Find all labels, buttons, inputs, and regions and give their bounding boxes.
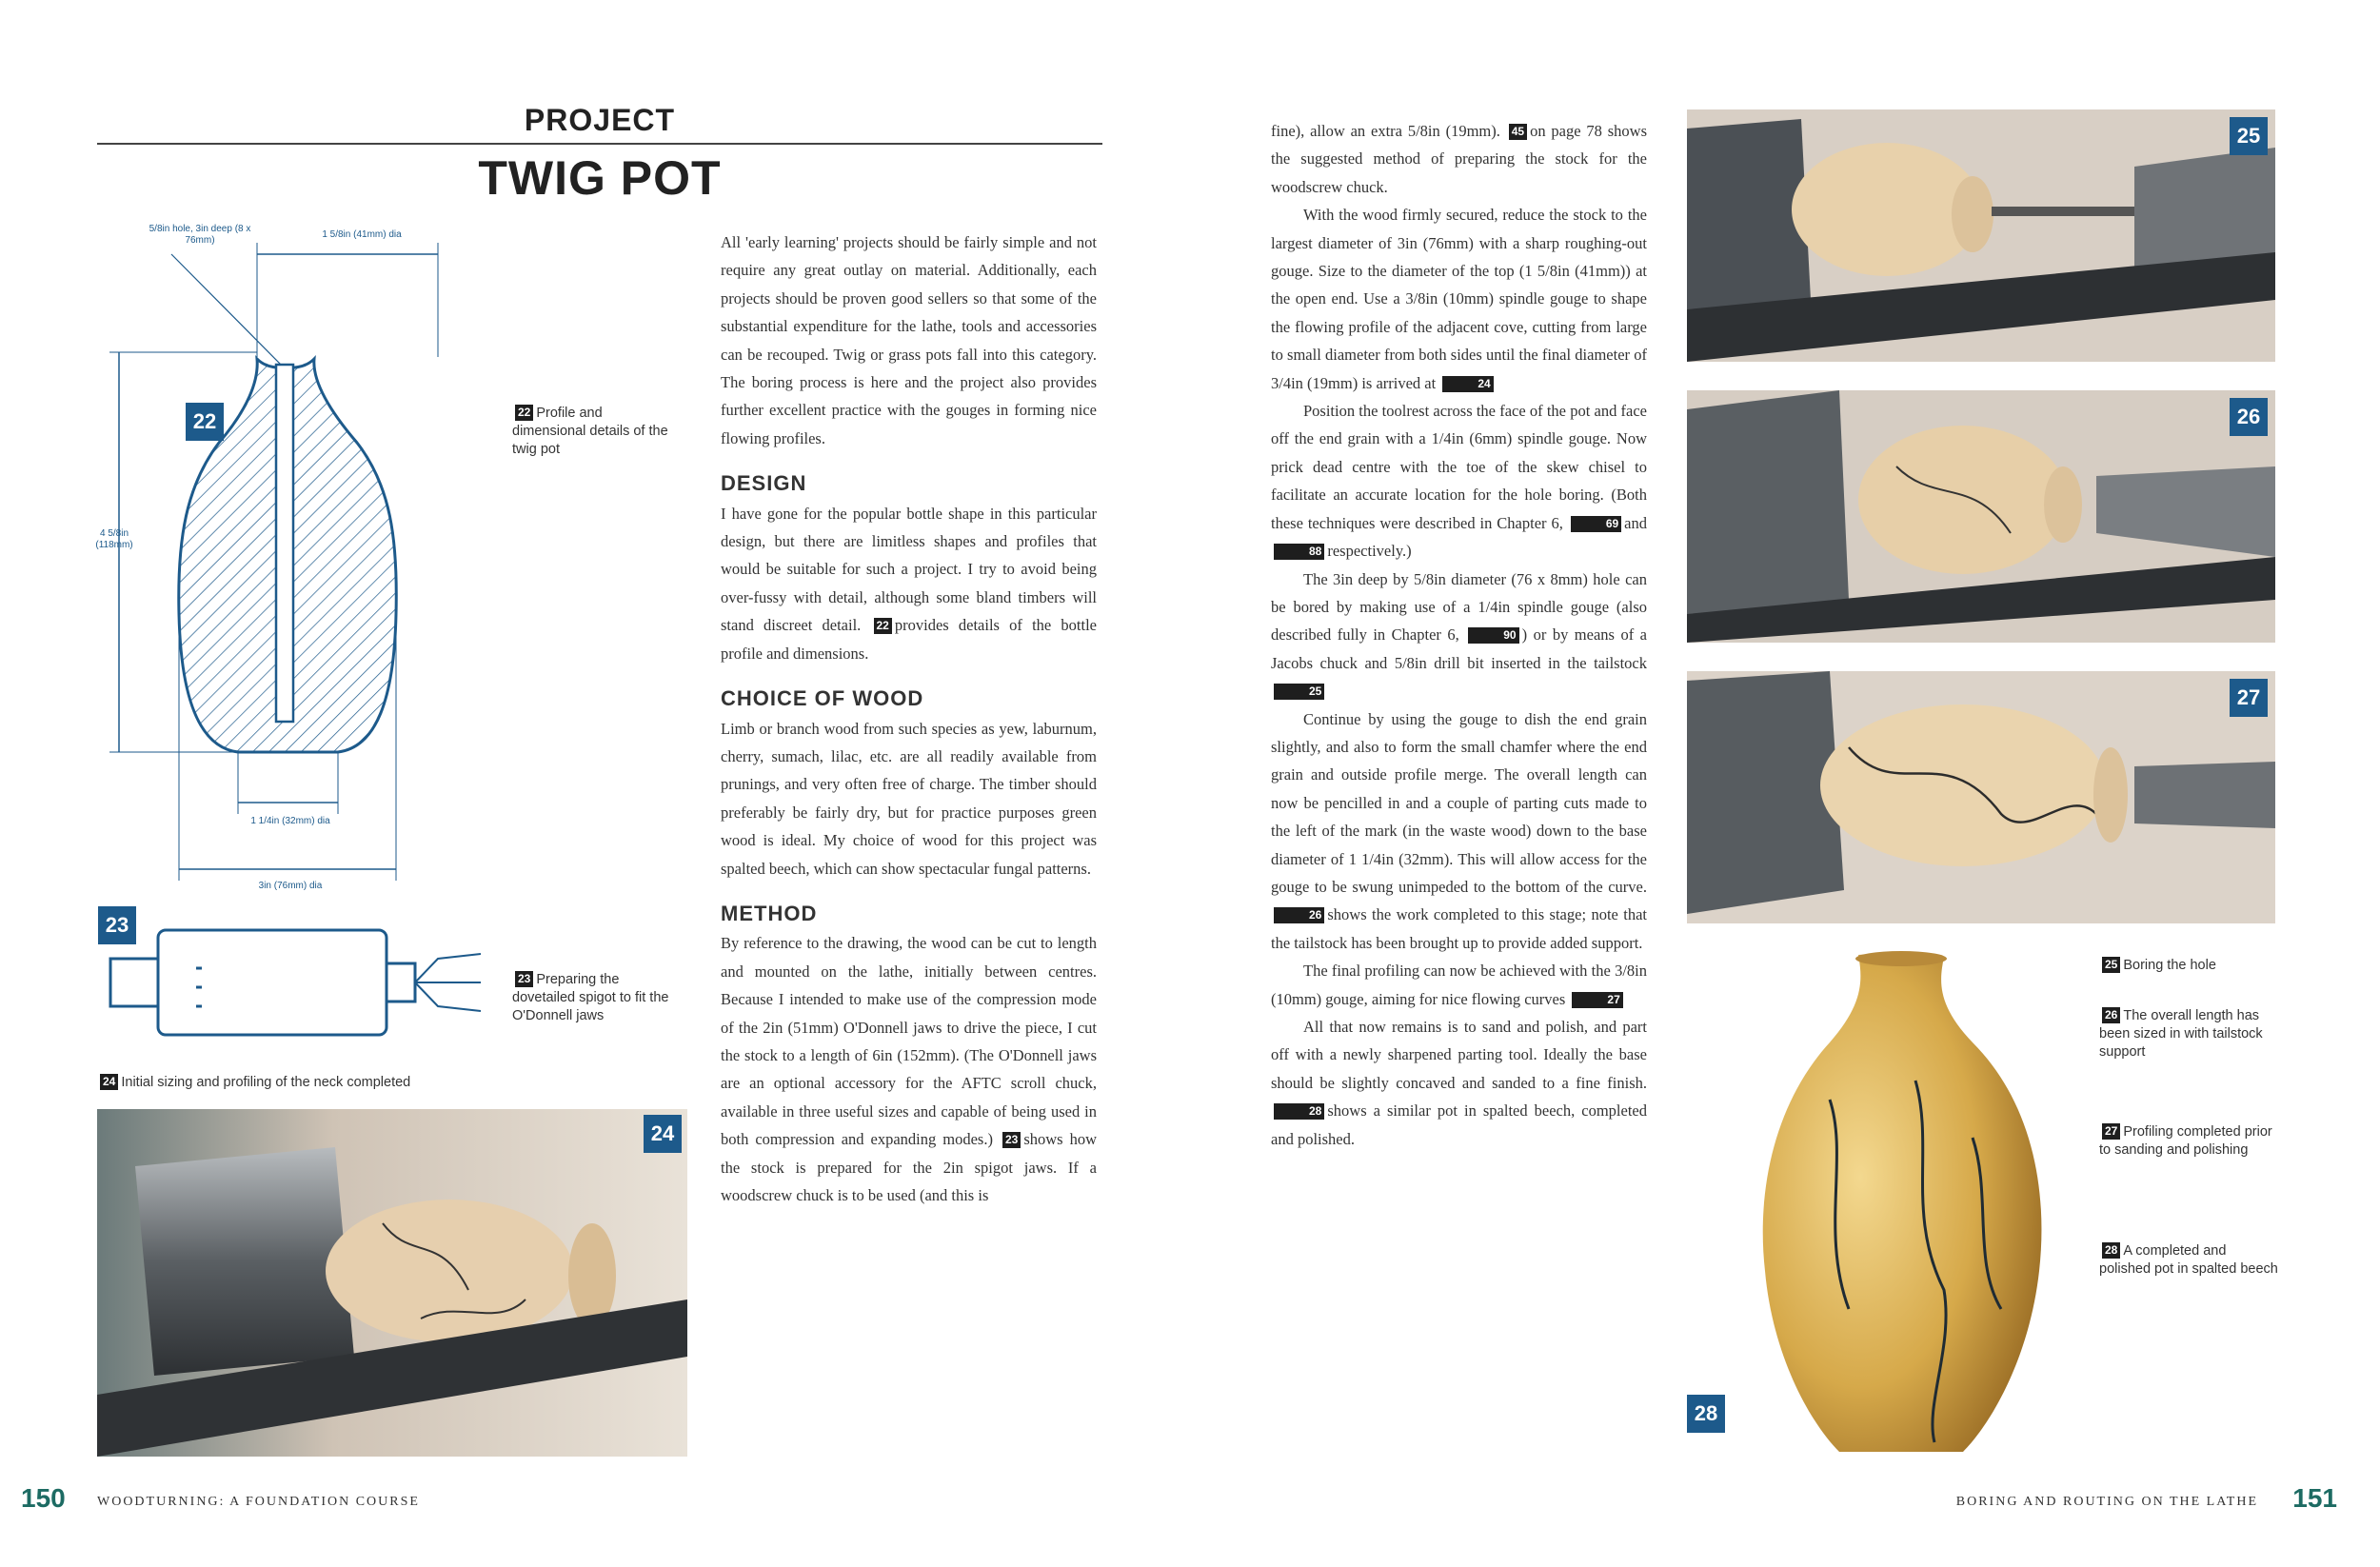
figure-23-caption [512,971,684,1025]
figure-ref-badge: 26 [2102,1007,2120,1023]
caption-text: Profile and dimensional details of the twig pot [512,406,668,457]
figure-ref-badge: 25 [2102,957,2120,973]
figure-ref-badge: 26 [1274,907,1324,923]
figure-25-caption: 25 Boring the hole [2099,957,2280,975]
running-head-left: WOODTURNING: A FOUNDATION COURSE [97,1495,420,1509]
method-paragraph: By reference to the drawing, the wood can be cut to length and mounted on the lathe, initially between centres. Because I intended to make use of the compression mode of the 2in (51mm) O'Donnell jaws to drive the piece, I cut the stock to a length of 6in (152mm). (The O'Donnell jaws are an optional accessory for the AFTC scroll chuck, available in three useful sizes and capable of being used in both compression and expanding modes.) 23 shows how the stock is prepared for the 2in spigot jaws. If a woodscrew chuck is to be used (and this is [721,934,1097,1204]
method-heading: METHOD [721,901,818,925]
figure-ref-badge: 88 [1274,544,1324,560]
figure-26-photo [1687,390,2275,643]
figure-ref-badge: 23 [515,971,533,987]
project-kicker: PROJECT [524,103,676,137]
right-paragraph-2: With the wood firmly secured, reduce the stock to the largest diameter of 3in (76mm) with a sharp roughing-out gouge. Size to the diameter of the top (1 5/8in (41mm)) at the open end. Use a 3/8in (10mm) spindle gouge to shape the flowing profile of the adjacent cove, cutting from large to small diameter from both sides until the final diameter of 3/4in (19mm) is arrived at 24 [1271,206,1647,392]
figure-ref-badge: 24 [100,1074,118,1090]
figure-ref-badge: 24 [1442,376,1493,392]
figure-23-number: 23 [98,906,136,944]
right-paragraph-4: The 3in deep by 5/8in diameter (76 x 8mm) hole can be bored by making use of a 1/4in spindle gouge (also described fully in Chapter 6, 90 ) or by means of a Jacobs chuck and 5/8in drill bit inserted in the tailstock 25 [1271,569,1647,699]
intro-paragraph: All 'early learning' projects should be fairly simple and not require any great outlay on material. Additionally, each projects should be proven good sellers so that some of the substantial expenditure for the lathe, tools and accessories can be recouped. Twig or grass pots fall into this category. The boring process is here and the project also provides further excellent practice with the gouges in forming nice flowing profiles. [721,233,1097,447]
figure-24-number: 24 [644,1115,682,1153]
dim-hole-label: 5/8in hole, 3in deep (8 x 76mm) [149,224,251,246]
figure-26-number: 26 [2230,398,2268,436]
figure-25-number: 25 [2230,117,2268,155]
figure-28-photo [1687,947,2087,1461]
right-paragraph-5: Continue by using the gouge to dish the end grain slightly, and also to form the small chamfer where the end grain and outside profile merge. The overall length can now be pencilled in and a couple of parting cuts made to the left of the mark (in the waste wood) down to the base diameter of 1 1/4in (32mm). This will allow access for the gouge to be swung unimpeded to the bottom of the curve. 26 shows the work completed to this stage; note that the tailstock has been brought up to provide added support. [1271,709,1647,952]
dim-top-label: 1 5/8in (41mm) dia [322,229,402,240]
figure-ref-badge: 90 [1468,627,1518,644]
design-paragraph: I have gone for the popular bottle shape in this particular design, but there are limitless shapes and profiles that would be suitable for such a project. I try to avoid being over-fussy with detail, although some bland timbers will stand discreet detail. 22 provides details of the bottle profile and dimensions. [721,504,1098,663]
left-text-column [721,228,1097,1209]
right-paragraph-7: All that now remains is to sand and polish, and part off with a newly sharpened parting tool. Ideally the base should be slightly concaved and sanded to a fine finish. 28 shows a similar pot in spalted beech, completed and polished. [1271,1018,1647,1148]
right-paragraph-6: The final profiling can now be achieved with the 3/8in (10mm) gouge, aiming for nice flowing curves 27 [1271,962,1647,1008]
figure-28-caption: 28 A completed and polished pot in spalted beech [2099,1243,2278,1277]
figure-25-photo [1687,109,2275,362]
right-paragraph-1: fine), allow an extra 5/8in (19mm). 45 on page 78 shows the suggested method of preparing the stock for the woodscrew chuck. [1271,122,1647,196]
right-text-column [1271,117,1647,1153]
page-title: TWIG POT [478,151,722,205]
caption-text: Preparing the dovetailed spigot to fit the O'Donnell jaws [512,972,669,1023]
figure-28-number: 28 [1687,1395,1725,1433]
dim-width-label: 3in (76mm) dia [258,881,323,891]
caption-text: Initial sizing and profiling of the neck completed [121,1075,411,1090]
figure-27-photo [1687,671,2275,923]
page-number-right: 151 [2292,1483,2337,1513]
figure-ref-badge: 27 [1572,992,1622,1008]
figure-22-caption [512,405,674,459]
dim-height-label: 4 5/8in (118mm) [95,528,133,550]
figure-ref-badge: 25 [1274,684,1324,700]
figure-27-caption: 27 Profiling completed prior to sanding and polishing [2099,1124,2272,1158]
figure-ref-badge: 22 [515,405,533,421]
figure-23-drawing [105,916,486,1044]
figure-26-caption: 26 The overall length has been sized in with tailstock support [2099,1008,2263,1060]
figure-22-number: 22 [186,403,224,441]
figure-ref-badge: 23 [1002,1132,1021,1148]
figure-22-drawing [95,214,514,900]
right-paragraph-3: Position the toolrest across the face of the pot and face off the end grain with a 1/4in (6mm) spindle gouge. Now prick dead centre with the toe of the skew chisel to facilitate an accurate location for the hole boring. (Both these techniques were described in Chapter 6, 69 and 88 respectively.) [1271,402,1647,561]
wood-heading: CHOICE OF WOOD [721,686,924,711]
page-number-left: 150 [21,1483,66,1513]
figure-ref-badge: 45 [1509,124,1527,140]
dim-base-label: 1 1/4in (32mm) dia [250,816,330,826]
figure-27-number: 27 [2230,679,2268,717]
design-heading: DESIGN [721,471,807,496]
figure-ref-badge: 28 [1274,1103,1324,1120]
header-rule [97,143,1102,145]
running-head-right: BORING AND ROUTING ON THE LATHE [1955,1495,2258,1509]
figure-24-photo [97,1109,687,1457]
figure-ref-badge: 28 [2102,1242,2120,1259]
figure-ref-badge: 22 [874,618,892,634]
figure-ref-badge: 27 [2102,1123,2120,1140]
wood-paragraph: Limb or branch wood from such species as yew, laburnum, cherry, sumach, lilac, etc. are all readily available from prunings, and very often free of charge. The timber should preferably be fairly dry, but for practice purposes green wood is ideal. My choice of wood for this project was spalted beech, which can show spectacular fungal patterns. [721,719,1097,878]
figure-ref-badge: 69 [1571,516,1621,532]
figure-24-caption [97,1074,706,1092]
